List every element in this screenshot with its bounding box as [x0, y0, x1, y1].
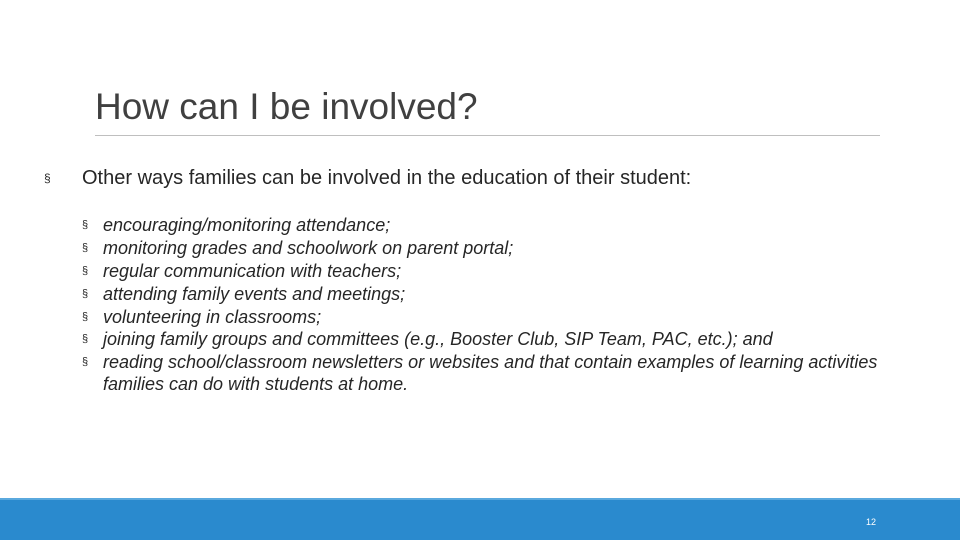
list-item — [82, 329, 902, 351]
main-bullet-text: Other ways families can be involved in the education of their student: — [82, 167, 692, 189]
list-item — [82, 261, 902, 283]
bullet-marker: § — [82, 219, 89, 231]
bullet-marker: § — [82, 356, 89, 369]
sub-bullet-list — [82, 215, 902, 397]
bullet-marker: § — [82, 310, 89, 323]
footer-bar — [0, 498, 960, 540]
bullet-marker: § — [44, 171, 51, 185]
list-item — [82, 352, 902, 395]
slide-title: How can I be involved? — [95, 86, 478, 127]
list-item-text: attending family events and meetings; — [103, 283, 406, 304]
list-item-text: encouraging/monitoring attendance; — [103, 215, 391, 235]
list-item — [82, 284, 902, 306]
page-number: 12 — [865, 517, 876, 527]
bullet-marker: § — [82, 241, 89, 254]
list-item-text: regular communication with teachers; — [103, 260, 402, 281]
footer-accent-line — [0, 498, 960, 500]
list-item-text: volunteering in classrooms; — [103, 306, 322, 327]
list-item — [82, 215, 902, 237]
list-item — [82, 238, 902, 260]
list-item-text: joining family groups and committees (e.g., Booster Club, SIP Team, PAC, etc.); and — [103, 329, 773, 350]
bullet-marker: § — [82, 287, 89, 300]
bullet-marker: § — [82, 333, 89, 346]
title-divider — [95, 135, 880, 136]
list-item-text: reading school/classroom newsletters or websites and that contain examples of learning activities families can do with students at home. — [103, 352, 878, 394]
list-item-text: monitoring grades and schoolwork on parent portal; — [103, 237, 514, 258]
list-item — [82, 307, 902, 329]
bullet-marker: § — [82, 264, 89, 277]
